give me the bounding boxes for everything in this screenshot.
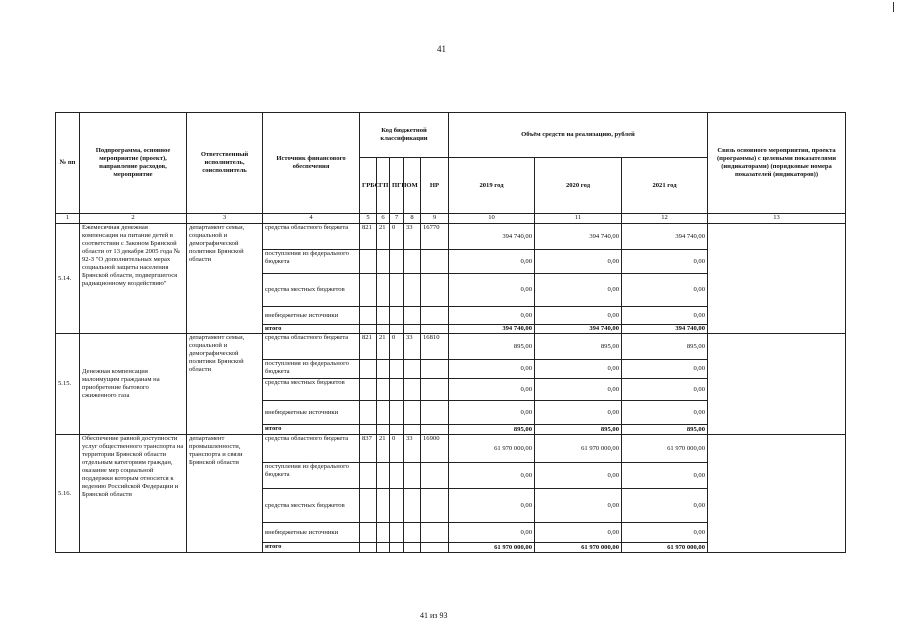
value-2021: 0,00	[622, 274, 708, 307]
col-number: 1	[56, 214, 80, 224]
source-federal: поступления из федерального бюджета	[263, 463, 360, 489]
total-2020: 394 740,00	[535, 325, 622, 334]
responsible-executor: департамент семьи, социальной и демографической политики Брянской области	[187, 224, 263, 334]
total-2019: 61 970 000,00	[449, 543, 535, 553]
total-2019: 895,00	[449, 425, 535, 435]
value-2020: 0,00	[535, 274, 622, 307]
value-2019: 0,00	[449, 379, 535, 401]
header-responsible: Ответственный исполнитель, соисполнитель	[187, 113, 263, 214]
code-nr: 16770	[421, 224, 449, 250]
row-number: 5.15.	[56, 334, 80, 435]
table-row	[56, 334, 846, 360]
value-2020: 895,00	[535, 334, 622, 360]
value-2019: 0,00	[449, 401, 535, 425]
header-volume: Объём средств на реализацию, рублей	[449, 113, 708, 158]
header-link: Связь основного мероприятия, проекта (программы) с целевыми показателями (индикаторами) (порядковые номера показателей (индикаторов))	[708, 113, 846, 214]
col-number: 4	[263, 214, 360, 224]
value-2019: 0,00	[449, 489, 535, 523]
header-2019: 2019 год	[449, 158, 535, 214]
code-om: 33	[404, 334, 421, 360]
indicator-link	[708, 435, 846, 553]
source-local: средства местных бюджетов	[263, 489, 360, 523]
measure-name: Обеспечение равной доступности услуг общественного транспорта на территории Брянской области отдельным категориям граждан, оказание мер социальной поддержки которым относится к ведению Российской Федерации и Брянской области	[80, 435, 187, 553]
total-2021: 394 740,00	[622, 325, 708, 334]
code-grbs: 821	[360, 334, 377, 360]
value-2020: 0,00	[535, 250, 622, 274]
col-number: 2	[80, 214, 187, 224]
row-number: 5.16.	[56, 435, 80, 553]
code-grbs: 837	[360, 435, 377, 463]
value-2019: 0,00	[449, 274, 535, 307]
header-source: Источник финансового обеспечения	[263, 113, 360, 214]
column-numbers-row	[56, 214, 846, 224]
total-2021: 895,00	[622, 425, 708, 435]
value-2021: 0,00	[622, 360, 708, 379]
col-number: 10	[449, 214, 535, 224]
value-2021: 0,00	[622, 401, 708, 425]
header-nr: НР	[421, 158, 449, 214]
indicator-link	[708, 334, 846, 435]
source-total: итого	[263, 325, 360, 334]
value-2019: 0,00	[449, 360, 535, 379]
code-om: 33	[404, 435, 421, 463]
col-number: 6	[377, 214, 390, 224]
value-2020: 61 970 000,00	[535, 435, 622, 463]
header-pgp: ПГП	[390, 158, 404, 214]
code-nr: 16810	[421, 334, 449, 360]
header-grbs: ГРБС	[360, 158, 377, 214]
code-pgp: 0	[390, 334, 404, 360]
total-2020: 895,00	[535, 425, 622, 435]
value-2021: 61 970 000,00	[622, 435, 708, 463]
code-gp: 21	[377, 224, 390, 250]
code-pgp: 0	[390, 435, 404, 463]
value-2019: 0,00	[449, 307, 535, 325]
responsible-executor: департамент промышленности, транспорта и связи Брянской области	[187, 435, 263, 553]
col-number: 5	[360, 214, 377, 224]
header-om: ОМ	[404, 158, 421, 214]
col-number: 9	[421, 214, 449, 224]
value-2020: 0,00	[535, 489, 622, 523]
col-number: 8	[404, 214, 421, 224]
total-2019: 394 740,00	[449, 325, 535, 334]
code-pgp: 0	[390, 224, 404, 250]
col-number: 3	[187, 214, 263, 224]
source-federal: поступления из федерального бюджета	[263, 250, 360, 274]
source-regional: средства областного бюджета	[263, 435, 360, 463]
col-number: 7	[390, 214, 404, 224]
header-subprogram: Подпрограмма, основное мероприятие (проект), направление расходов, мероприятие	[80, 113, 187, 214]
source-federal: поступления из федерального бюджета	[263, 360, 360, 379]
source-extra: внебюджетные источники	[263, 401, 360, 425]
value-2021: 0,00	[622, 489, 708, 523]
code-gp: 21	[377, 435, 390, 463]
value-2021: 0,00	[622, 463, 708, 489]
source-local: средства местных бюджетов	[263, 274, 360, 307]
value-2021: 0,00	[622, 250, 708, 274]
value-2020: 0,00	[535, 379, 622, 401]
edge-mark	[893, 2, 894, 12]
source-regional: средства областного бюджета	[263, 224, 360, 250]
header-2020: 2020 год	[535, 158, 622, 214]
col-number: 11	[535, 214, 622, 224]
source-total: итого	[263, 543, 360, 553]
responsible-executor: департамент семьи, социальной и демографической политики Брянской области	[187, 334, 263, 435]
header-2021: 2021 год	[622, 158, 708, 214]
total-2020: 61 970 000,00	[535, 543, 622, 553]
value-2019: 0,00	[449, 463, 535, 489]
code-nr: 16900	[421, 435, 449, 463]
value-2021: 0,00	[622, 523, 708, 543]
value-2019: 0,00	[449, 250, 535, 274]
col-number: 12	[622, 214, 708, 224]
col-number: 13	[708, 214, 846, 224]
value-2019: 61 970 000,00	[449, 435, 535, 463]
value-2019: 895,00	[449, 334, 535, 360]
budget-table	[55, 112, 846, 553]
value-2020: 0,00	[535, 307, 622, 325]
source-regional: средства областного бюджета	[263, 334, 360, 360]
measure-name: Денежная компенсация малоимущим гражданам на приобретение бытового сжиженного газа	[80, 334, 187, 435]
code-om: 33	[404, 224, 421, 250]
header-num: № пп	[56, 113, 80, 214]
row-number: 5.14.	[56, 224, 80, 334]
total-2021: 61 970 000,00	[622, 543, 708, 553]
value-2020: 0,00	[535, 360, 622, 379]
value-2020: 394 740,00	[535, 224, 622, 250]
source-extra: внебюджетные источники	[263, 523, 360, 543]
source-local: средства местных бюджетов	[263, 379, 360, 401]
value-2019: 0,00	[449, 523, 535, 543]
value-2021: 394 740,00	[622, 224, 708, 250]
value-2019: 394 740,00	[449, 224, 535, 250]
value-2020: 0,00	[535, 463, 622, 489]
value-2020: 0,00	[535, 401, 622, 425]
page-number-bottom: 41 из 93	[420, 611, 448, 620]
code-grbs: 821	[360, 224, 377, 250]
measure-name: Ежемесячная денежная компенсация на питание детей в соответствии с Законом Брянской области от 13 декабря 2005 года № 92-З "О дополнительных мерах социальной защиты населения Брянской области, подвергшегося радиационному воздействию"	[80, 224, 187, 334]
page-number-top: 41	[437, 44, 446, 54]
source-extra: внебюджетные источники	[263, 307, 360, 325]
value-2021: 0,00	[622, 307, 708, 325]
source-total: итого	[263, 425, 360, 435]
indicator-link	[708, 224, 846, 334]
table-row	[56, 224, 846, 250]
code-gp: 21	[377, 334, 390, 360]
table-row	[56, 435, 846, 463]
header-budget-code: Код бюджетной классификации	[360, 113, 449, 158]
value-2020: 0,00	[535, 523, 622, 543]
value-2021: 0,00	[622, 379, 708, 401]
value-2021: 895,00	[622, 334, 708, 360]
header-gp: ГП	[377, 158, 390, 214]
